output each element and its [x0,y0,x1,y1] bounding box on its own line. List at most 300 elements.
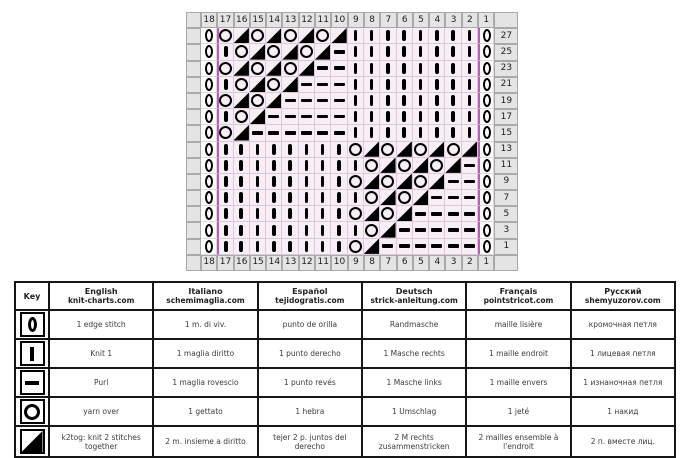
k2tog-symbol-icon [364,142,379,157]
column-number: 3 [445,255,461,271]
chart-cell-purl [282,125,298,141]
purl-symbol-icon [317,66,328,70]
chart-cell-purl [282,109,298,125]
chart-cell-knit [348,109,364,125]
chart-cell-yarn-over [413,142,429,158]
knit-symbol-icon [305,208,309,219]
legend-term-español: 1 hebra [258,397,362,426]
chart-cell-knit [331,239,347,255]
chart-cell-edge-stitch [201,77,217,93]
knit-symbol-icon [435,95,439,106]
knit-symbol-icon [224,111,228,122]
legend-term-français: 1 maille envers [466,368,570,397]
chart-cell-yarn-over [348,239,364,255]
chart-cell-k2tog [234,28,250,44]
chart-cell-yarn-over [250,28,266,44]
purl-symbol-icon [268,115,279,119]
chart-cell-k2tog [364,239,380,255]
column-number: 8 [364,12,380,28]
chart-cell-knit [413,77,429,93]
chart-cell-k2tog [266,93,282,109]
yarn-over-symbol-icon [430,159,443,172]
yarn-over-symbol-icon [235,110,248,123]
chart-cell-knit [234,142,250,158]
edge-stitch-symbol-icon [483,94,491,107]
knit-symbol-icon [419,95,423,106]
chart-cell-knit [250,142,266,158]
knit-symbol-icon [468,30,472,41]
chart-cell-knit [429,77,445,93]
edge-stitch-symbol-icon [483,207,491,220]
knit-symbol-icon [451,111,455,122]
column-number: 9 [348,255,364,271]
chart-cell-edge-stitch [201,28,217,44]
legend-header-deutsch [362,282,466,310]
legend-site-label: pointstricot.com [483,296,554,305]
chart-cell-knit [315,239,331,255]
chart-cell-edge-stitch [201,158,217,174]
chart-cell-yarn-over [413,174,429,190]
k2tog-glyph [22,431,43,452]
chart-cell-edge-stitch [201,125,217,141]
chart-cell-knit [266,174,282,190]
knit-symbol-icon [272,241,276,252]
column-number: 18 [201,255,217,271]
purl-symbol-icon [448,180,459,184]
chart-cell-purl [299,77,315,93]
knit-symbol-icon [224,192,228,203]
knit-symbol-icon [305,225,309,236]
edge-stitch-glyph [28,317,37,332]
legend-language-label: English [84,287,118,296]
chart-left-stub [186,142,201,158]
knit-symbol-icon [321,144,325,155]
column-number: 5 [413,12,429,28]
column-number: 14 [266,255,282,271]
chart-cell-edge-stitch [478,239,494,255]
purl-symbol-icon [301,115,312,119]
chart-cell-yarn-over [380,142,396,158]
knit-symbol-icon [386,127,390,138]
edge-stitch-symbol-icon [205,175,213,188]
chart-cell-knit [348,61,364,77]
knit-symbol-icon [256,192,260,203]
chart-cell-knit [445,109,461,125]
column-number: 4 [429,12,445,28]
knit-symbol-icon [288,225,292,236]
chart-left-stub [186,222,201,238]
yarn-over-symbol-icon [284,62,297,75]
chart-cell-knit [234,206,250,222]
knit-symbol-icon [354,160,358,171]
chart-cell-knit [299,158,315,174]
chart-cell-knit [429,28,445,44]
chart-cell-knit [299,142,315,158]
purl-glyph [25,381,39,385]
chart-cell-edge-stitch [478,109,494,125]
chart-cell-purl [331,61,347,77]
chart-cell-knit [364,61,380,77]
knitting-chart [186,12,518,271]
chart-cell-k2tog [429,174,445,190]
knit-symbol-icon [386,79,390,90]
knit-symbol-icon [468,127,472,138]
knit-symbol-icon [435,30,439,41]
legend-term-русский: кромочная петля [571,310,675,339]
knit-symbol-icon [272,208,276,219]
legend-body [15,310,675,457]
chart-cell-knit [462,44,478,60]
chart-cell-purl [429,206,445,222]
chart-cell-knit [380,61,396,77]
edge-stitch-symbol-icon [483,78,491,91]
chart-cell-knit [331,190,347,206]
chart-cell-yarn-over [217,61,233,77]
chart-cell-yarn-over [217,93,233,109]
chart-cell-knit [445,61,461,77]
chart-cell-k2tog [462,142,478,158]
yarn-over-symbol-icon [251,94,264,107]
legend-row-knit [15,339,675,368]
chart-cell-yarn-over [364,158,380,174]
chart-cell-knit [217,109,233,125]
chart-cell-yarn-over [234,77,250,93]
purl-symbol-icon [252,131,263,135]
knit-symbol-icon [272,225,276,236]
yarn-over-symbol-icon [251,29,264,42]
chart-cell-purl [315,61,331,77]
yarn-over-symbol-icon [447,143,460,156]
chart-cell-knit [462,77,478,93]
chart-cell-knit [250,222,266,238]
chart-cell-knit [266,206,282,222]
column-number: 11 [315,255,331,271]
legend-term-русский: 1 лицевая петля [571,339,675,368]
knit-symbol-icon [370,95,374,106]
purl-symbol-icon [285,131,296,135]
chart-cell-edge-stitch [201,190,217,206]
chart-cell-knit [250,158,266,174]
legend-row-yarn-over [15,397,675,426]
legend-site-label: schemimaglia.com [166,296,245,305]
edge-stitch-symbol-icon [205,224,213,237]
legend-term-italiano: 1 gettato [153,397,257,426]
chart-cell-knit [266,190,282,206]
legend-key-cell [15,310,49,339]
chart-left-stub [186,77,201,93]
legend-term-русский: 1 накид [571,397,675,426]
purl-symbol-icon [334,115,345,119]
purl-symbol-icon [464,164,475,168]
chart-corner-cell [186,255,201,271]
chart-cell-edge-stitch [478,77,494,93]
chart-cell-k2tog [364,174,380,190]
knit-symbol-icon [354,127,358,138]
chart-left-stub [186,109,201,125]
k2tog-symbol-icon [413,190,428,205]
chart-cell-edge-stitch [201,239,217,255]
edge-stitch-symbol-icon [483,143,491,156]
column-number: 8 [364,255,380,271]
yarn-over-symbol-icon [349,175,362,188]
legend-term-italiano: 1 maglia rovescio [153,368,257,397]
knit-symbol-icon [288,160,292,171]
chart-cell-k2tog [234,61,250,77]
edge-stitch-symbol-icon [483,110,491,123]
knit-symbol-icon [321,225,325,236]
purl-symbol-icon [431,212,442,216]
column-number: 3 [445,12,461,28]
knit-symbol-icon [337,144,341,155]
chart-cell-knit [380,44,396,60]
edge-stitch-symbol-icon [205,110,213,123]
chart-cell-knit [348,190,364,206]
knit-symbol-icon [468,95,472,106]
k2tog-symbol-icon [299,28,314,43]
chart-cell-yarn-over [397,190,413,206]
chart-cell-knit [364,109,380,125]
legend-site-label: strick-anleitung.com [370,296,458,305]
yarn-over-symbol-icon [365,159,378,172]
chart-cell-knit [315,158,331,174]
knit-symbol-icon [451,79,455,90]
chart-cell-purl [462,174,478,190]
chart-cell-knit [217,158,233,174]
chart-cell-edge-stitch [478,174,494,190]
chart-cell-k2tog [315,44,331,60]
chart-cell-knit [445,125,461,141]
yarn-over-symbol-icon [381,143,394,156]
chart-cell-knit [282,222,298,238]
knit-symbol-icon [419,46,423,57]
chart-cell-k2tog [250,44,266,60]
yarn-over-symbol-icon [414,143,427,156]
chart-cell-k2tog [331,28,347,44]
chart-cell-knit [282,174,298,190]
knit-symbol-icon [256,176,260,187]
chart-cell-purl [266,109,282,125]
purl-symbol-icon [268,131,279,135]
chart-cell-yarn-over [266,77,282,93]
column-number: 4 [429,255,445,271]
chart-cell-knit [429,109,445,125]
chart-cell-knit [217,174,233,190]
k2tog-symbol-icon [397,142,412,157]
k2tog-symbol-icon [250,109,265,124]
chart-cell-knit [348,158,364,174]
knit-symbol-icon [435,127,439,138]
knit-symbol-icon [354,225,358,236]
chart-cell-yarn-over [364,222,380,238]
yarn-over-symbol-icon [235,78,248,91]
knit-symbol-icon [224,79,228,90]
chart-left-stub [186,190,201,206]
chart-cell-knit [234,190,250,206]
purl-symbol-icon [464,212,475,216]
chart-cell-edge-stitch [478,28,494,44]
chart-cell-knit [282,206,298,222]
yarn-over-symbol-icon [267,45,280,58]
legend-row-purl [15,368,675,397]
chart-left-stub [186,44,201,60]
knit-symbol-icon [386,111,390,122]
chart-cell-purl [315,93,331,109]
row-number: 1 [494,239,518,255]
k2tog-symbol-icon [364,206,379,221]
chart-cell-k2tog [380,222,396,238]
row-number: 11 [494,158,518,174]
chart-cell-edge-stitch [478,158,494,174]
purl-symbol-icon [399,228,410,232]
chart-cell-yarn-over [217,125,233,141]
yarn-over-symbol-icon [219,94,232,107]
legend-term-français: 1 maille endroit [466,339,570,368]
chart-cell-knit [429,125,445,141]
chart-cell-purl [462,206,478,222]
legend-language-label: Italiano [188,287,223,296]
chart-cell-knit [299,174,315,190]
knit-symbol-icon [321,160,325,171]
column-number: 12 [299,255,315,271]
chart-cell-purl [299,93,315,109]
k2tog-symbol-icon [462,142,477,157]
knit-key-icon [20,341,45,366]
chart-cell-purl [299,125,315,141]
knit-symbol-icon [256,160,260,171]
knit-symbol-icon [386,46,390,57]
chart-cell-k2tog [234,125,250,141]
column-number: 17 [217,255,233,271]
k2tog-symbol-icon [266,28,281,43]
legend-header-italiano [153,282,257,310]
purl-symbol-icon [301,83,312,87]
purl-symbol-icon [464,244,475,248]
purl-symbol-icon [285,115,296,119]
purl-symbol-icon [317,131,328,135]
k2tog-symbol-icon [429,174,444,189]
knit-symbol-icon [288,144,292,155]
legend-header-english [49,282,153,310]
chart-cell-yarn-over [217,28,233,44]
chart-corner-cell [494,255,518,271]
chart-cell-purl [413,239,429,255]
chart-cell-knit [315,142,331,158]
chart-cell-yarn-over [282,61,298,77]
edge-stitch-symbol-icon [205,78,213,91]
chart-left-stub [186,158,201,174]
chart-left-stub [186,174,201,190]
chart-cell-k2tog [234,93,250,109]
chart-cell-knit [413,125,429,141]
purl-symbol-icon [317,115,328,119]
chart-cell-knit [462,61,478,77]
chart-cell-knit [445,28,461,44]
column-number: 15 [250,12,266,28]
k2tog-symbol-icon [266,61,281,76]
chart-cell-knit [331,158,347,174]
chart-cell-purl [429,190,445,206]
chart-cell-knit [462,28,478,44]
legend-key-cell [15,339,49,368]
legend-term-français: maille lisière [466,310,570,339]
chart-cell-k2tog [250,109,266,125]
chart-cell-knit [397,61,413,77]
legend-language-label: Français [499,287,538,296]
knit-symbol-icon [354,46,358,57]
knit-symbol-icon [272,192,276,203]
chart-cell-knit [331,174,347,190]
knit-symbol-icon [370,63,374,74]
legend-site-label: tejidogratis.com [275,296,345,305]
knit-symbol-icon [239,192,243,203]
chart-cell-edge-stitch [478,190,494,206]
edge-stitch-symbol-icon [483,175,491,188]
k2tog-symbol-icon [331,28,346,43]
chart-cell-knit [250,190,266,206]
purl-symbol-icon [448,228,459,232]
chart-cell-knit [217,190,233,206]
chart-cell-knit [413,61,429,77]
knit-symbol-icon [419,79,423,90]
knit-symbol-icon [354,63,358,74]
knit-symbol-icon [288,176,292,187]
yarn-over-symbol-icon [219,29,232,42]
chart-cell-purl [429,239,445,255]
knit-symbol-icon [239,225,243,236]
chart-cell-yarn-over [315,28,331,44]
legend-term-deutsch: 1 Masche rechts [362,339,466,368]
knit-symbol-icon [451,46,455,57]
legend-term-italiano: 1 maglia diritto [153,339,257,368]
chart-cell-knit [217,44,233,60]
edge-stitch-symbol-icon [205,240,213,253]
edge-stitch-symbol-icon [483,240,491,253]
chart-cell-knit [397,93,413,109]
chart-cell-purl [445,206,461,222]
chart-cell-knit [380,28,396,44]
legend-term-español: punto de orilla [258,310,362,339]
chart-corner-cell [494,12,518,28]
knit-symbol-icon [256,241,260,252]
chart-cell-yarn-over [348,174,364,190]
legend-key-cell [15,368,49,397]
knit-symbol-icon [419,127,423,138]
chart-cell-edge-stitch [201,61,217,77]
chart-cell-k2tog [364,206,380,222]
chart-cell-knit [250,239,266,255]
chart-cell-knit [397,77,413,93]
chart-cell-knit [429,44,445,60]
knit-symbol-icon [305,176,309,187]
knit-glyph [30,347,34,361]
chart-cell-knit [217,142,233,158]
chart-cell-edge-stitch [478,142,494,158]
chart-cell-knit [299,222,315,238]
knit-symbol-icon [224,225,228,236]
purl-key-icon [20,370,45,395]
chart-cell-k2tog [413,158,429,174]
knit-symbol-icon [337,160,341,171]
chart-cell-yarn-over [445,142,461,158]
edge-stitch-symbol-icon [483,126,491,139]
k2tog-symbol-icon [380,158,395,173]
legend-header-row [15,282,675,310]
legend-term-english: Knit 1 [49,339,153,368]
chart-cell-knit [380,109,396,125]
column-number: 18 [201,12,217,28]
purl-symbol-icon [334,131,345,135]
knit-symbol-icon [305,144,309,155]
